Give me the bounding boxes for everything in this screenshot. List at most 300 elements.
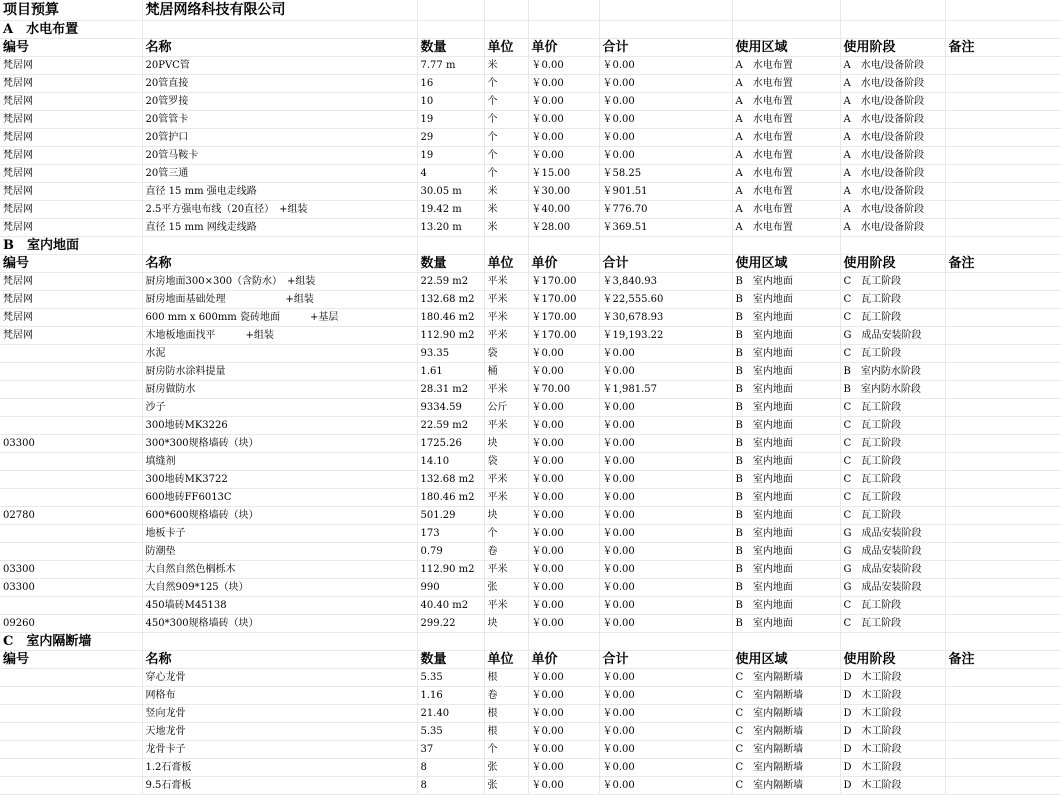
cell-note[interactable]: [945, 75, 1061, 93]
cell-note[interactable]: [945, 183, 1061, 201]
empty-cell[interactable]: [599, 21, 732, 39]
cell-unit[interactable]: 块: [484, 435, 528, 453]
cell-code[interactable]: [0, 399, 142, 417]
section-title-cell[interactable]: A 水电布置: [0, 21, 142, 39]
cell-note[interactable]: [945, 93, 1061, 111]
cell-note[interactable]: [945, 705, 1061, 723]
cell-stage[interactable]: B 室内防水阶段: [840, 381, 945, 399]
cell-name[interactable]: 直径 15 mm 网线走线路: [142, 219, 417, 237]
cell-area[interactable]: B 室内地面: [732, 615, 840, 633]
cell-code[interactable]: 梵居网: [0, 147, 142, 165]
cell-unit-price[interactable]: ￥0.00: [528, 687, 599, 705]
cell-note[interactable]: [945, 345, 1061, 363]
cell-stage[interactable]: C 瓦工阶段: [840, 291, 945, 309]
cell-stage[interactable]: G 成品安装阶段: [840, 543, 945, 561]
cell-total[interactable]: ￥0.00: [599, 489, 732, 507]
cell-unit-price[interactable]: ￥0.00: [528, 345, 599, 363]
cell-code[interactable]: [0, 597, 142, 615]
column-header-area[interactable]: 使用区域: [732, 39, 840, 57]
cell-unit-price[interactable]: ￥0.00: [528, 741, 599, 759]
cell-stage[interactable]: C 瓦工阶段: [840, 417, 945, 435]
column-header-code[interactable]: 编号: [0, 255, 142, 273]
cell-note[interactable]: [945, 399, 1061, 417]
cell-code[interactable]: 梵居网: [0, 201, 142, 219]
cell-code[interactable]: 梵居网: [0, 273, 142, 291]
column-header-note[interactable]: 备注: [945, 651, 1061, 669]
cell-note[interactable]: [945, 507, 1061, 525]
cell-quantity[interactable]: 14.10: [417, 453, 484, 471]
cell-unit[interactable]: 卷: [484, 543, 528, 561]
cell-quantity[interactable]: 112.90 m2: [417, 327, 484, 345]
cell-note[interactable]: [945, 615, 1061, 633]
cell-unit-price[interactable]: ￥0.00: [528, 399, 599, 417]
cell-stage[interactable]: A 水电/设备阶段: [840, 165, 945, 183]
cell-quantity[interactable]: 8: [417, 777, 484, 795]
cell-area[interactable]: A 水电布置: [732, 129, 840, 147]
cell-quantity[interactable]: 1725.26: [417, 435, 484, 453]
cell-code[interactable]: [0, 345, 142, 363]
column-header-stage[interactable]: 使用阶段: [840, 255, 945, 273]
cell-area[interactable]: B 室内地面: [732, 471, 840, 489]
cell-quantity[interactable]: 5.35: [417, 723, 484, 741]
cell-code[interactable]: 梵居网: [0, 129, 142, 147]
cell-unit-price[interactable]: ￥0.00: [528, 615, 599, 633]
cell-unit[interactable]: 张: [484, 579, 528, 597]
cell-unit[interactable]: 平米: [484, 489, 528, 507]
cell-area[interactable]: A 水电布置: [732, 183, 840, 201]
cell-stage[interactable]: C 瓦工阶段: [840, 309, 945, 327]
cell-area[interactable]: A 水电布置: [732, 147, 840, 165]
cell-quantity[interactable]: 13.20 m: [417, 219, 484, 237]
cell-name[interactable]: 大自然909*125（块）: [142, 579, 417, 597]
cell-unit[interactable]: 米: [484, 201, 528, 219]
cell-stage[interactable]: C 瓦工阶段: [840, 435, 945, 453]
cell-code[interactable]: 梵居网: [0, 75, 142, 93]
cell-quantity[interactable]: 180.46 m2: [417, 309, 484, 327]
cell-name[interactable]: 600地砖FF6013C: [142, 489, 417, 507]
section-title-cell[interactable]: C 室内隔断墙: [0, 633, 142, 651]
column-header-total[interactable]: 合计: [599, 39, 732, 57]
cell-unit-price[interactable]: ￥170.00: [528, 273, 599, 291]
cell-stage[interactable]: C 瓦工阶段: [840, 453, 945, 471]
cell-area[interactable]: B 室内地面: [732, 363, 840, 381]
cell-code[interactable]: [0, 471, 142, 489]
cell-total[interactable]: ￥0.00: [599, 525, 732, 543]
cell-area[interactable]: B 室内地面: [732, 417, 840, 435]
cell-code[interactable]: [0, 525, 142, 543]
cell-quantity[interactable]: 22.59 m2: [417, 417, 484, 435]
cell-name[interactable]: 20管罗接: [142, 93, 417, 111]
cell-note[interactable]: [945, 543, 1061, 561]
cell-code[interactable]: 梵居网: [0, 219, 142, 237]
cell-name[interactable]: 地板卡子: [142, 525, 417, 543]
cell-stage[interactable]: C 瓦工阶段: [840, 597, 945, 615]
cell-unit[interactable]: 个: [484, 525, 528, 543]
cell-code[interactable]: [0, 705, 142, 723]
cell-code[interactable]: [0, 381, 142, 399]
cell-note[interactable]: [945, 723, 1061, 741]
cell-unit[interactable]: 米: [484, 183, 528, 201]
cell-unit-price[interactable]: ￥0.00: [528, 57, 599, 75]
cell-note[interactable]: [945, 759, 1061, 777]
cell-quantity[interactable]: 0.79: [417, 543, 484, 561]
cell-code[interactable]: [0, 363, 142, 381]
cell-total[interactable]: ￥369.51: [599, 219, 732, 237]
cell-unit-price[interactable]: ￥170.00: [528, 327, 599, 345]
cell-unit[interactable]: 个: [484, 75, 528, 93]
cell-unit-price[interactable]: ￥0.00: [528, 111, 599, 129]
column-header-name[interactable]: 名称: [142, 39, 417, 57]
cell-stage[interactable]: D 木工阶段: [840, 705, 945, 723]
cell-total[interactable]: ￥0.00: [599, 93, 732, 111]
cell-unit[interactable]: 根: [484, 723, 528, 741]
cell-code[interactable]: 03300: [0, 435, 142, 453]
cell-quantity[interactable]: 180.46 m2: [417, 489, 484, 507]
cell-unit[interactable]: 根: [484, 705, 528, 723]
cell-total[interactable]: ￥22,555.60: [599, 291, 732, 309]
column-header-stage[interactable]: 使用阶段: [840, 651, 945, 669]
empty-cell[interactable]: [417, 21, 484, 39]
cell-total[interactable]: ￥0.00: [599, 111, 732, 129]
cell-code[interactable]: 梵居网: [0, 183, 142, 201]
cell-area[interactable]: B 室内地面: [732, 273, 840, 291]
cell-total[interactable]: ￥0.00: [599, 561, 732, 579]
cell-name[interactable]: 直径 15 mm 强电走线路: [142, 183, 417, 201]
column-header-stage[interactable]: 使用阶段: [840, 39, 945, 57]
cell-area[interactable]: B 室内地面: [732, 435, 840, 453]
empty-cell[interactable]: [417, 633, 484, 651]
cell-area[interactable]: B 室内地面: [732, 579, 840, 597]
cell-stage[interactable]: D 木工阶段: [840, 723, 945, 741]
cell-unit-price[interactable]: ￥0.00: [528, 147, 599, 165]
cell-code[interactable]: [0, 741, 142, 759]
cell-total[interactable]: ￥58.25: [599, 165, 732, 183]
cell-total[interactable]: ￥0.00: [599, 597, 732, 615]
cell-area[interactable]: B 室内地面: [732, 309, 840, 327]
cell-area[interactable]: B 室内地面: [732, 561, 840, 579]
cell-stage[interactable]: A 水电/设备阶段: [840, 93, 945, 111]
empty-cell[interactable]: [732, 0, 840, 21]
cell-unit[interactable]: 平米: [484, 273, 528, 291]
cell-unit-price[interactable]: ￥0.00: [528, 471, 599, 489]
column-header-total[interactable]: 合计: [599, 651, 732, 669]
cell-unit-price[interactable]: ￥0.00: [528, 777, 599, 795]
cell-stage[interactable]: G 成品安装阶段: [840, 579, 945, 597]
cell-quantity[interactable]: 29: [417, 129, 484, 147]
cell-area[interactable]: B 室内地面: [732, 399, 840, 417]
empty-cell[interactable]: [840, 633, 945, 651]
cell-note[interactable]: [945, 597, 1061, 615]
cell-unit-price[interactable]: ￥0.00: [528, 579, 599, 597]
column-header-unit-price[interactable]: 单价: [528, 255, 599, 273]
cell-note[interactable]: [945, 417, 1061, 435]
cell-unit-price[interactable]: ￥170.00: [528, 309, 599, 327]
cell-total[interactable]: ￥0.00: [599, 543, 732, 561]
cell-area[interactable]: C 室内隔断墙: [732, 777, 840, 795]
cell-unit-price[interactable]: ￥0.00: [528, 129, 599, 147]
cell-code[interactable]: [0, 759, 142, 777]
cell-quantity[interactable]: 40.40 m2: [417, 597, 484, 615]
cell-name[interactable]: 大自然自然色榈栎木: [142, 561, 417, 579]
cell-area[interactable]: B 室内地面: [732, 507, 840, 525]
cell-total[interactable]: ￥0.00: [599, 417, 732, 435]
empty-cell[interactable]: [840, 0, 945, 21]
cell-name[interactable]: 沙子: [142, 399, 417, 417]
cell-unit-price[interactable]: ￥0.00: [528, 93, 599, 111]
cell-total[interactable]: ￥0.00: [599, 579, 732, 597]
cell-total[interactable]: ￥0.00: [599, 435, 732, 453]
cell-area[interactable]: A 水电布置: [732, 201, 840, 219]
column-header-total[interactable]: 合计: [599, 255, 732, 273]
cell-note[interactable]: [945, 669, 1061, 687]
empty-cell[interactable]: [142, 633, 417, 651]
cell-quantity[interactable]: 990: [417, 579, 484, 597]
cell-note[interactable]: [945, 111, 1061, 129]
cell-stage[interactable]: B 室内防水阶段: [840, 363, 945, 381]
cell-total[interactable]: ￥0.00: [599, 777, 732, 795]
cell-name[interactable]: 20管直接: [142, 75, 417, 93]
cell-stage[interactable]: C 瓦工阶段: [840, 471, 945, 489]
cell-quantity[interactable]: 28.31 m2: [417, 381, 484, 399]
cell-stage[interactable]: A 水电/设备阶段: [840, 111, 945, 129]
cell-note[interactable]: [945, 741, 1061, 759]
cell-area[interactable]: B 室内地面: [732, 381, 840, 399]
cell-area[interactable]: A 水电布置: [732, 93, 840, 111]
empty-cell[interactable]: [599, 0, 732, 21]
cell-total[interactable]: ￥776.70: [599, 201, 732, 219]
cell-unit[interactable]: 米: [484, 57, 528, 75]
empty-cell[interactable]: [484, 0, 528, 21]
cell-code[interactable]: 梵居网: [0, 111, 142, 129]
cell-note[interactable]: [945, 579, 1061, 597]
cell-note[interactable]: [945, 219, 1061, 237]
cell-unit[interactable]: 平米: [484, 417, 528, 435]
empty-cell[interactable]: [417, 0, 484, 21]
cell-unit-price[interactable]: ￥28.00: [528, 219, 599, 237]
cell-name[interactable]: 网格布: [142, 687, 417, 705]
cell-unit[interactable]: 平米: [484, 561, 528, 579]
cell-area[interactable]: C 室内隔断墙: [732, 759, 840, 777]
cell-note[interactable]: [945, 435, 1061, 453]
cell-unit-price[interactable]: ￥70.00: [528, 381, 599, 399]
cell-quantity[interactable]: 173: [417, 525, 484, 543]
empty-cell[interactable]: [484, 237, 528, 255]
cell-stage[interactable]: C 瓦工阶段: [840, 507, 945, 525]
cell-total[interactable]: ￥0.00: [599, 399, 732, 417]
cell-note[interactable]: [945, 525, 1061, 543]
cell-unit[interactable]: 平米: [484, 471, 528, 489]
cell-name[interactable]: 20管护口: [142, 129, 417, 147]
cell-unit[interactable]: 个: [484, 741, 528, 759]
empty-cell[interactable]: [945, 237, 1061, 255]
empty-cell[interactable]: [732, 633, 840, 651]
cell-name[interactable]: 竖向龙骨: [142, 705, 417, 723]
cell-unit[interactable]: 个: [484, 147, 528, 165]
empty-cell[interactable]: [732, 21, 840, 39]
column-header-code[interactable]: 编号: [0, 651, 142, 669]
cell-quantity[interactable]: 501.29: [417, 507, 484, 525]
column-header-name[interactable]: 名称: [142, 651, 417, 669]
cell-name[interactable]: 防潮垫: [142, 543, 417, 561]
cell-area[interactable]: B 室内地面: [732, 543, 840, 561]
cell-code[interactable]: 梵居网: [0, 57, 142, 75]
cell-quantity[interactable]: 9334.59: [417, 399, 484, 417]
empty-cell[interactable]: [528, 21, 599, 39]
cell-code[interactable]: 梵居网: [0, 327, 142, 345]
cell-unit-price[interactable]: ￥0.00: [528, 453, 599, 471]
cell-name[interactable]: 2.5平方强电布线（20直径） +组装: [142, 201, 417, 219]
cell-area[interactable]: A 水电布置: [732, 219, 840, 237]
empty-cell[interactable]: [484, 633, 528, 651]
cell-unit[interactable]: 桶: [484, 363, 528, 381]
cell-stage[interactable]: C 瓦工阶段: [840, 399, 945, 417]
cell-name[interactable]: 20管管卡: [142, 111, 417, 129]
cell-stage[interactable]: G 成品安装阶段: [840, 525, 945, 543]
cell-total[interactable]: ￥0.00: [599, 147, 732, 165]
cell-area[interactable]: B 室内地面: [732, 597, 840, 615]
cell-quantity[interactable]: 299.22: [417, 615, 484, 633]
cell-code[interactable]: 03300: [0, 561, 142, 579]
company-name-cell[interactable]: 梵居网络科技有限公司: [142, 0, 417, 21]
cell-total[interactable]: ￥0.00: [599, 723, 732, 741]
column-header-quantity[interactable]: 数量: [417, 255, 484, 273]
cell-unit-price[interactable]: ￥40.00: [528, 201, 599, 219]
cell-code[interactable]: [0, 453, 142, 471]
empty-cell[interactable]: [945, 0, 1061, 21]
cell-quantity[interactable]: 19: [417, 111, 484, 129]
cell-unit[interactable]: 个: [484, 165, 528, 183]
cell-area[interactable]: A 水电布置: [732, 165, 840, 183]
cell-quantity[interactable]: 4: [417, 165, 484, 183]
cell-total[interactable]: ￥0.00: [599, 615, 732, 633]
cell-stage[interactable]: D 木工阶段: [840, 741, 945, 759]
empty-cell[interactable]: [599, 633, 732, 651]
empty-cell[interactable]: [528, 237, 599, 255]
cell-code[interactable]: 梵居网: [0, 291, 142, 309]
cell-code[interactable]: [0, 687, 142, 705]
cell-code[interactable]: [0, 777, 142, 795]
column-header-area[interactable]: 使用区域: [732, 255, 840, 273]
cell-stage[interactable]: C 瓦工阶段: [840, 273, 945, 291]
cell-name[interactable]: 1.2石膏板: [142, 759, 417, 777]
cell-quantity[interactable]: 37: [417, 741, 484, 759]
cell-quantity[interactable]: 8: [417, 759, 484, 777]
column-header-note[interactable]: 备注: [945, 255, 1061, 273]
cell-unit-price[interactable]: ￥0.00: [528, 435, 599, 453]
cell-unit-price[interactable]: ￥0.00: [528, 489, 599, 507]
cell-code[interactable]: [0, 543, 142, 561]
cell-note[interactable]: [945, 327, 1061, 345]
empty-cell[interactable]: [528, 633, 599, 651]
cell-quantity[interactable]: 5.35: [417, 669, 484, 687]
cell-total[interactable]: ￥0.00: [599, 705, 732, 723]
cell-unit-price[interactable]: ￥0.00: [528, 363, 599, 381]
cell-name[interactable]: 厨房地面基础处理 +组装: [142, 291, 417, 309]
cell-unit[interactable]: 袋: [484, 345, 528, 363]
cell-note[interactable]: [945, 201, 1061, 219]
cell-area[interactable]: B 室内地面: [732, 345, 840, 363]
cell-quantity[interactable]: 1.61: [417, 363, 484, 381]
section-title-cell[interactable]: B 室内地面: [0, 237, 142, 255]
cell-total[interactable]: ￥0.00: [599, 363, 732, 381]
cell-unit-price[interactable]: ￥0.00: [528, 705, 599, 723]
column-header-unit-price[interactable]: 单价: [528, 651, 599, 669]
cell-unit-price[interactable]: ￥0.00: [528, 561, 599, 579]
cell-name[interactable]: 300地砖MK3226: [142, 417, 417, 435]
column-header-quantity[interactable]: 数量: [417, 651, 484, 669]
cell-name[interactable]: 300*300规格墙砖（块）: [142, 435, 417, 453]
cell-unit[interactable]: 个: [484, 111, 528, 129]
cell-name[interactable]: 厨房防水涂料提量: [142, 363, 417, 381]
cell-quantity[interactable]: 19: [417, 147, 484, 165]
cell-unit-price[interactable]: ￥0.00: [528, 507, 599, 525]
cell-code[interactable]: 03300: [0, 579, 142, 597]
cell-name[interactable]: 20PVC管: [142, 57, 417, 75]
cell-note[interactable]: [945, 471, 1061, 489]
cell-stage[interactable]: G 成品安装阶段: [840, 327, 945, 345]
cell-unit[interactable]: 平米: [484, 381, 528, 399]
cell-unit-price[interactable]: ￥0.00: [528, 759, 599, 777]
cell-total[interactable]: ￥3,840.93: [599, 273, 732, 291]
cell-quantity[interactable]: 19.42 m: [417, 201, 484, 219]
cell-note[interactable]: [945, 291, 1061, 309]
cell-unit-price[interactable]: ￥0.00: [528, 417, 599, 435]
cell-total[interactable]: ￥1,981.57: [599, 381, 732, 399]
cell-name[interactable]: 木地板地面找平 +组装: [142, 327, 417, 345]
empty-cell[interactable]: [417, 237, 484, 255]
cell-quantity[interactable]: 7.77 m: [417, 57, 484, 75]
cell-code[interactable]: [0, 669, 142, 687]
cell-total[interactable]: ￥0.00: [599, 75, 732, 93]
cell-unit-price[interactable]: ￥0.00: [528, 669, 599, 687]
cell-unit[interactable]: 张: [484, 777, 528, 795]
cell-stage[interactable]: A 水电/设备阶段: [840, 147, 945, 165]
cell-stage[interactable]: C 瓦工阶段: [840, 345, 945, 363]
cell-name[interactable]: 厨房地面300×300（含防水） +组装: [142, 273, 417, 291]
cell-area[interactable]: A 水电布置: [732, 57, 840, 75]
cell-code[interactable]: [0, 489, 142, 507]
cell-stage[interactable]: C 瓦工阶段: [840, 489, 945, 507]
cell-area[interactable]: B 室内地面: [732, 453, 840, 471]
cell-note[interactable]: [945, 687, 1061, 705]
cell-name[interactable]: 450墙砖M45138: [142, 597, 417, 615]
cell-unit[interactable]: 米: [484, 219, 528, 237]
cell-unit[interactable]: 个: [484, 129, 528, 147]
cell-stage[interactable]: A 水电/设备阶段: [840, 57, 945, 75]
cell-area[interactable]: A 水电布置: [732, 111, 840, 129]
empty-cell[interactable]: [142, 237, 417, 255]
empty-cell[interactable]: [484, 21, 528, 39]
cell-unit-price[interactable]: ￥30.00: [528, 183, 599, 201]
cell-note[interactable]: [945, 453, 1061, 471]
cell-unit[interactable]: 个: [484, 93, 528, 111]
cell-note[interactable]: [945, 273, 1061, 291]
cell-area[interactable]: C 室内隔断墙: [732, 705, 840, 723]
cell-name[interactable]: 水泥: [142, 345, 417, 363]
cell-area[interactable]: A 水电布置: [732, 75, 840, 93]
cell-stage[interactable]: A 水电/设备阶段: [840, 183, 945, 201]
cell-stage[interactable]: D 木工阶段: [840, 687, 945, 705]
cell-unit[interactable]: 平米: [484, 327, 528, 345]
cell-unit-price[interactable]: ￥0.00: [528, 75, 599, 93]
cell-name[interactable]: 600*600规格墙砖（块）: [142, 507, 417, 525]
cell-note[interactable]: [945, 381, 1061, 399]
cell-code[interactable]: 梵居网: [0, 93, 142, 111]
cell-name[interactable]: 9.5石膏板: [142, 777, 417, 795]
cell-unit-price[interactable]: ￥0.00: [528, 543, 599, 561]
cell-unit[interactable]: 块: [484, 507, 528, 525]
cell-stage[interactable]: D 木工阶段: [840, 759, 945, 777]
